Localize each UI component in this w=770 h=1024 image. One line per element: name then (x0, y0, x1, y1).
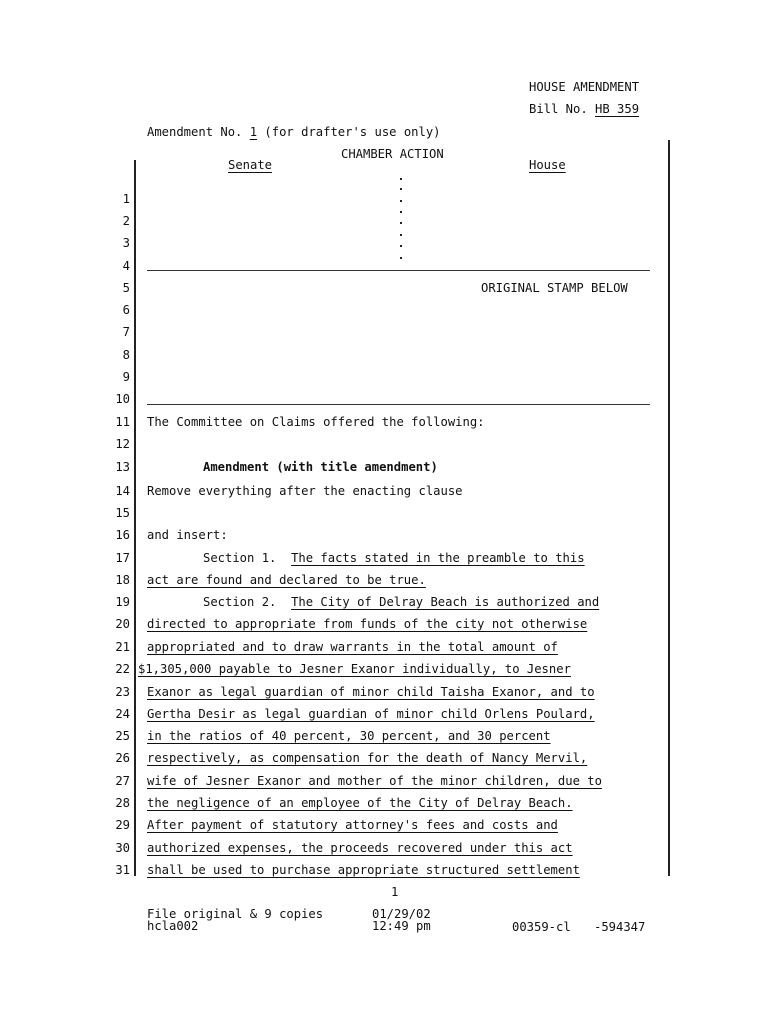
body-line-20: directed to appropriate from funds of the city not otherwise (147, 617, 588, 631)
body-line-31: shall be used to purchase appropriate structured settlement (147, 863, 580, 877)
line-number: 19 (115, 595, 130, 609)
line-number: 10 (115, 392, 130, 406)
section-1-line (203, 551, 585, 565)
line-number: 5 (122, 281, 130, 295)
line-number: 12 (115, 437, 130, 451)
line-number: 18 (115, 573, 130, 587)
line-number: 4 (122, 259, 130, 273)
line-number: 15 (115, 506, 130, 520)
stamp-bottom-rule (147, 404, 650, 405)
dot (400, 200, 402, 202)
chamber-action-title: CHAMBER ACTION (341, 147, 444, 161)
footer-time: 12:49 pm (372, 919, 431, 933)
body-line-18: act are found and declared to be true. (147, 573, 426, 587)
page-number: 1 (391, 885, 399, 899)
dot (400, 188, 402, 190)
amendment-suffix: (for drafter's use only) (257, 125, 441, 139)
body-line-29: After payment of statutory attorney's fees and costs and (147, 818, 558, 832)
bill-number: HB 359 (595, 102, 640, 116)
right-margin-rule (668, 140, 670, 876)
stamp-top-rule (147, 270, 650, 271)
amendment-number: 1 (249, 125, 258, 139)
dot (400, 234, 402, 236)
body-line-25: in the ratios of 40 percent, 30 percent, and 30 percent (147, 729, 551, 743)
footer-date: 01/29/02 (372, 907, 431, 921)
line-number: 3 (122, 236, 130, 250)
body-line-30: authorized expenses, the proceeds recovered under this act (147, 841, 573, 855)
section-2-text: The City of Delray Beach is authorized and (291, 595, 600, 609)
line-number: 30 (115, 841, 130, 855)
body-line-27: wife of Jesner Exanor and mother of the minor children, due to (147, 774, 602, 788)
line-number: 16 (115, 528, 130, 542)
line-number: 11 (115, 415, 130, 429)
line-number: 1 (122, 192, 130, 206)
senate-label: Senate (228, 158, 273, 172)
footer-number: -594347 (594, 920, 646, 934)
line-number: 14 (115, 484, 130, 498)
dot (400, 222, 402, 224)
line-number: 7 (122, 325, 130, 339)
dot (400, 245, 402, 247)
footer-drafter: hcla002 (147, 919, 199, 933)
section-2-label: Section 2. (203, 595, 292, 609)
line-number: 25 (115, 729, 130, 743)
line-number: 28 (115, 796, 130, 810)
footer-code: 00359-cl (512, 920, 571, 934)
line-number: 31 (115, 863, 130, 877)
line-number: 27 (115, 774, 130, 788)
left-margin-rule (134, 160, 136, 876)
committee-intro: The Committee on Claims offered the following: (147, 415, 485, 429)
dot (400, 178, 402, 180)
dot (400, 211, 402, 213)
body-line-26: respectively, as compensation for the death of Nancy Mervil, (147, 751, 588, 765)
insert-line: and insert: (147, 528, 228, 542)
remove-clause: Remove everything after the enacting clause (147, 484, 463, 498)
line-number: 8 (122, 348, 130, 362)
amendment-heading: HOUSE AMENDMENT (529, 80, 640, 94)
line-number: 2 (122, 214, 130, 228)
footer-file-info (147, 908, 323, 932)
line-number: 17 (115, 551, 130, 565)
amendment-number-line (147, 125, 441, 139)
bill-prefix: Bill No. (529, 102, 596, 116)
section-1-text: The facts stated in the preamble to this (291, 551, 585, 565)
body-line-21: appropriated and to draw warrants in the total amount of (147, 640, 558, 654)
section-2-line (203, 595, 599, 609)
section-1-label: Section 1. (203, 551, 292, 565)
line-number: 24 (115, 707, 130, 721)
line-number: 21 (115, 640, 130, 654)
line-number: 23 (115, 685, 130, 699)
line-number: 9 (122, 370, 130, 384)
footer-copies: File original & 9 copies (147, 907, 324, 921)
body-line-24: Gertha Desir as legal guardian of minor child Orlens Poulard, (147, 707, 595, 721)
line-number: 22 (115, 662, 130, 676)
bill-number-line (529, 102, 639, 116)
line-number: 6 (122, 303, 130, 317)
original-stamp-label: ORIGINAL STAMP BELOW (481, 281, 628, 295)
body-line-23: Exanor as legal guardian of minor child Taisha Exanor, and to (147, 685, 595, 699)
line-number: 26 (115, 751, 130, 765)
line-number: 20 (115, 617, 130, 631)
footer-datetime (372, 908, 431, 932)
body-line-22: $1,305,000 payable to Jesner Exanor individually, to Jesner (138, 662, 571, 676)
amendment-prefix: Amendment No. (147, 125, 250, 139)
amendment-title: Amendment (with title amendment) (203, 460, 438, 474)
dot (400, 257, 402, 259)
house-label: House (529, 158, 566, 172)
line-number: 13 (115, 460, 130, 474)
body-line-28: the negligence of an employee of the City of Delray Beach. (147, 796, 573, 810)
line-number: 29 (115, 818, 130, 832)
